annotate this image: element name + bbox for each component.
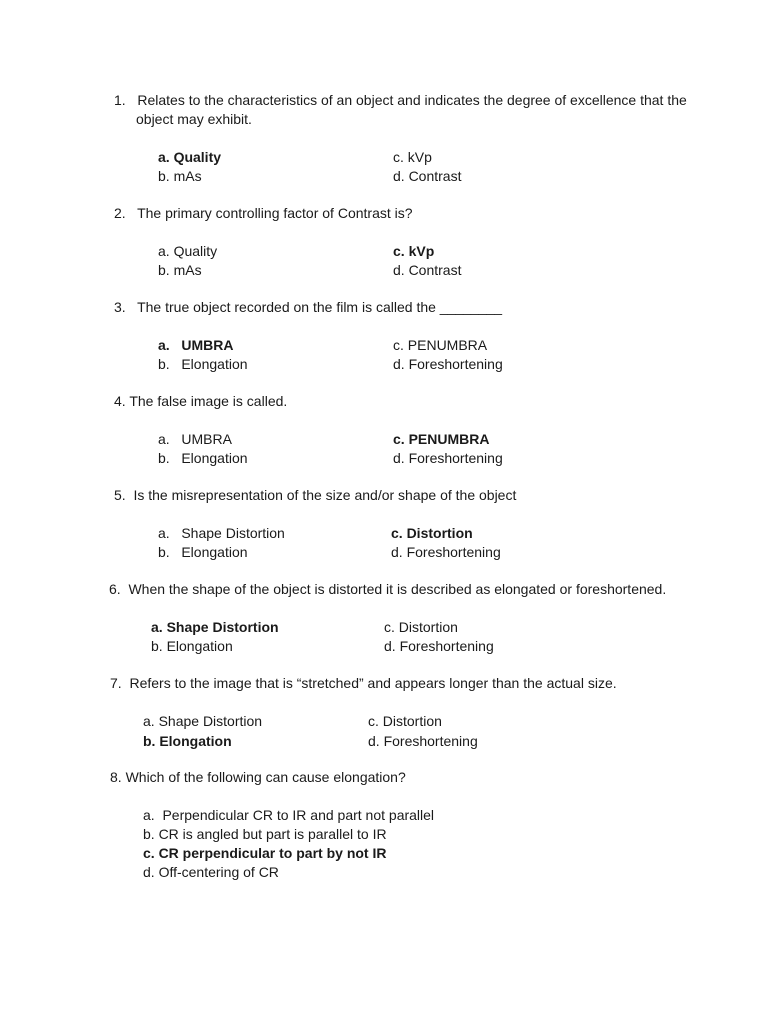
question-7-option-c: c. Distortion	[368, 713, 442, 729]
question-7-stem: 7. Refers to the image that is “stretched” and appears longer than the actual size.	[110, 675, 617, 691]
question-5-option-b: b. Elongation	[158, 544, 248, 560]
question-3-stem: 3. The true object recorded on the film is called the ________	[114, 299, 503, 315]
question-5-stem: 5. Is the misrepresentation of the size and/or shape of the object	[114, 487, 517, 503]
question-6-option-a: a. Shape Distortion	[151, 619, 279, 635]
question-5-option-d: d. Foreshortening	[391, 544, 501, 560]
question-6-stem: 6. When the shape of the object is distorted it is described as elongated or foreshortened.	[109, 581, 667, 597]
question-7-option-b: b. Elongation	[143, 733, 232, 749]
question-8-option-a: a. Perpendicular CR to IR and part not parallel	[143, 807, 435, 823]
question-4-stem: 4. The false image is called.	[114, 393, 288, 409]
question-1-option-a: a. Quality	[158, 149, 222, 165]
question-1-option-d: d. Contrast	[393, 168, 462, 184]
question-2-option-b: b. mAs	[158, 262, 202, 278]
question-6-option-b: b. Elongation	[151, 638, 233, 654]
question-8-stem: 8. Which of the following can cause elongation?	[110, 769, 406, 785]
question-4-option-a: a. UMBRA	[158, 431, 232, 447]
question-8-option-b: b. CR is angled but part is parallel to IR	[143, 826, 387, 842]
question-4-option-d: d. Foreshortening	[393, 450, 503, 466]
question-2-stem: 2. The primary controlling factor of Contrast is?	[114, 205, 413, 221]
question-6-option-c: c. Distortion	[384, 619, 458, 635]
question-1-option-b: b. mAs	[158, 168, 202, 184]
question-2-option-c: c. kVp	[393, 243, 435, 259]
question-3-option-c: c. PENUMBRA	[393, 337, 488, 353]
question-7-option-a: a. Shape Distortion	[143, 713, 263, 729]
question-1-stem: object may exhibit.	[136, 111, 252, 127]
question-1-option-c: c. kVp	[393, 149, 432, 165]
question-4-option-b: b. Elongation	[158, 450, 248, 466]
question-7-option-d: d. Foreshortening	[368, 733, 478, 749]
question-2-option-a: a. Quality	[158, 243, 218, 259]
question-3-option-d: d. Foreshortening	[393, 356, 503, 372]
question-5-option-c: c. Distortion	[391, 525, 473, 541]
question-8-option-d: d. Off-centering of CR	[143, 864, 279, 880]
question-3-option-b: b. Elongation	[158, 356, 248, 372]
question-6-option-d: d. Foreshortening	[384, 638, 494, 654]
question-4-option-c: c. PENUMBRA	[393, 431, 490, 447]
question-3-option-a: a. UMBRA	[158, 337, 234, 353]
question-2-option-d: d. Contrast	[393, 262, 462, 278]
question-1-stem: 1. Relates to the characteristics of an object and indicates the degree of excellence that the	[114, 92, 687, 108]
question-8-option-c: c. CR perpendicular to part by not IR	[143, 845, 387, 861]
question-5-option-a: a. Shape Distortion	[158, 525, 285, 541]
